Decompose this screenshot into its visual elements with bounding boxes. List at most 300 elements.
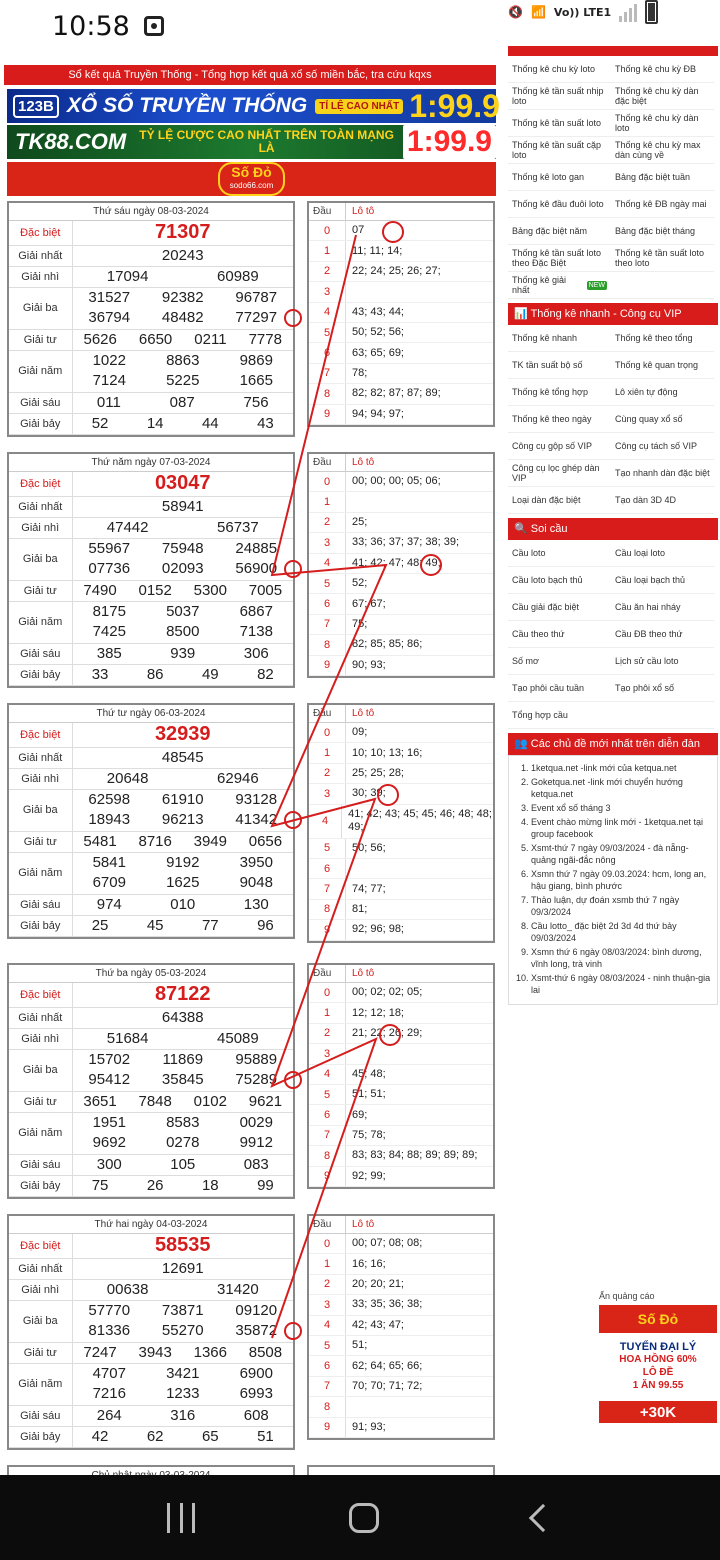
forum-topic-link[interactable]: 7. Thảo luận, dự đoán xsmb thứ 7 ngày 09/3/2024	[531, 894, 711, 918]
forum-topic-link[interactable]: 10. Xsmt-thứ 6 ngày 08/03/2024 - ninh thuận-gia lai	[531, 972, 711, 996]
loto-row	[309, 533, 493, 553]
loto-head-digit: 6	[309, 1356, 346, 1375]
loto-values: 00; 00; 00; 05; 06;	[352, 475, 441, 488]
ad-banner-123b[interactable]	[7, 87, 500, 124]
prize-number: 1951	[92, 1114, 126, 1131]
loto-row	[309, 1105, 493, 1125]
prize-number: 011	[96, 394, 121, 411]
sidebar-link[interactable]: Thống kê tần suất cặp loto	[508, 137, 611, 164]
prize-number: 51	[257, 1428, 274, 1445]
loto-row	[309, 364, 493, 384]
loto-values: 10; 10; 13; 16;	[352, 746, 423, 759]
prize-number: 96787	[235, 289, 278, 306]
prize-label: Giải bảy	[9, 1175, 72, 1196]
prize-label: Giải nhất	[9, 747, 72, 768]
loto-row	[309, 723, 493, 743]
loto-values: 20; 20; 21;	[352, 1277, 404, 1290]
loto-head-digit: 6	[309, 1105, 346, 1124]
sidebar-link[interactable]: Tạo nhanh dàn đặc biệt	[611, 460, 714, 487]
loto-values: 25; 25; 28;	[352, 766, 404, 779]
sidebar-link[interactable]	[611, 702, 714, 729]
col-header-loto: Lô tô	[352, 708, 375, 719]
prize-number: 93128	[235, 791, 278, 808]
result-date: Thứ năm ngày 07-03-2024	[9, 454, 293, 472]
loto-head-digit: 7	[309, 1126, 346, 1145]
sidebar-link[interactable]: Công cụ gộp số VIP	[508, 433, 611, 460]
prize-number: 48482	[161, 309, 204, 326]
prize-number: 25	[91, 917, 109, 934]
prize-label: Đặc biệt	[9, 723, 72, 747]
prize-number: 45089	[217, 1030, 259, 1047]
loto-values: 75;	[352, 617, 368, 630]
prize-label: Giải nhất	[9, 245, 72, 266]
loto-row	[309, 1085, 493, 1105]
prize-label: Giải nhì	[9, 1279, 72, 1300]
loto-values: 82; 85; 85; 86;	[352, 638, 423, 651]
sidebar-link[interactable]: Công cụ lọc ghép dàn VIP	[508, 460, 611, 487]
prize-number: 7247	[83, 1344, 117, 1361]
loto-head-digit: 0	[309, 1234, 346, 1253]
prize-label: Giải ba	[9, 287, 72, 329]
battery-icon	[645, 0, 658, 24]
loto-table	[307, 201, 495, 427]
loto-values: 33; 36; 37; 37; 38; 39;	[352, 536, 460, 549]
sidebar-link[interactable]: Cầu loto bạch thủ	[508, 567, 611, 594]
ad-ratio: 1:99.9	[403, 125, 496, 159]
special-prize: 71307	[72, 221, 293, 245]
loto-row	[309, 1316, 493, 1336]
prize-number: 60989	[217, 268, 259, 285]
sidebar-link[interactable]: Thống kê nhanh	[508, 325, 611, 352]
sidebar-link[interactable]: Cầu theo thứ	[508, 621, 611, 648]
sidebar-link[interactable]: Thống kê ĐB ngày mai	[611, 191, 714, 218]
loto-row	[309, 784, 493, 804]
prize-number: 62598	[88, 791, 131, 808]
loto-row	[309, 574, 493, 594]
loto-values: 00; 07; 08; 08;	[352, 1237, 423, 1250]
prize-number: 9621	[248, 1093, 283, 1110]
loto-row	[309, 635, 493, 655]
loto-head-digit: 7	[309, 364, 346, 383]
sidebar-link[interactable]: Bảng đặc biệt tuần	[611, 164, 714, 191]
prize-number: 306	[243, 645, 269, 662]
page-content	[0, 52, 720, 1475]
prize-number: 75948	[161, 540, 204, 557]
loto-head-digit: 0	[309, 723, 346, 742]
sidebar-link[interactable]: Cầu loại bạch thủ	[611, 567, 714, 594]
notification-app-icon	[144, 16, 164, 36]
loto-values: 21; 22; 26; 29;	[352, 1026, 423, 1039]
sidebar-link[interactable]: Thống kê tần suất loto theo Đặc Biệt	[508, 245, 611, 272]
prize-number: 43	[257, 415, 274, 432]
loto-row	[309, 1397, 493, 1417]
result-table	[7, 963, 295, 1199]
prize-number: 55270	[161, 1322, 204, 1339]
loto-head-digit: 7	[309, 879, 346, 898]
loto-row	[309, 920, 493, 940]
prize-label: Giải ba	[9, 1049, 72, 1091]
sidebar-link[interactable]: Thống kê chu kỳ max dàn cùng về	[611, 137, 714, 164]
back-button[interactable]	[529, 1503, 557, 1531]
col-header-loto: Lô tô	[352, 457, 375, 468]
ad-headline: XỔ SỐ TRUYỀN THỐNG	[66, 94, 308, 117]
sidebar-link[interactable]: Số mơ	[508, 648, 611, 675]
loto-row	[309, 983, 493, 1003]
loto-values: 74; 77;	[352, 882, 386, 895]
ad-banner-tk88[interactable]	[7, 125, 496, 159]
loto-head-digit: 4	[309, 805, 342, 838]
prize-label: Giải sáu	[9, 894, 72, 915]
prize-label: Giải nhì	[9, 266, 72, 287]
sidebar-link[interactable]: Thống kê tần suất loto	[508, 110, 611, 137]
loto-head-digit: 1	[309, 1003, 346, 1022]
sidebar-section-soicau	[508, 540, 718, 729]
col-header-loto: Lô tô	[352, 1219, 375, 1230]
loto-head-digit: 9	[309, 656, 346, 675]
prize-number: 9912	[239, 1134, 273, 1151]
sidebar-link[interactable]: Công cụ tách số VIP	[611, 433, 714, 460]
sidebar-link[interactable]: Thống kê giải nhất NEW	[508, 272, 611, 299]
sidebar-link[interactable]: Thống kê chu kỳ ĐB	[611, 56, 714, 83]
prize-number: 64388	[72, 1007, 293, 1028]
prize-number: 62	[146, 1428, 164, 1445]
loto-head-digit: 4	[309, 303, 346, 322]
prize-number: 11869	[162, 1051, 204, 1068]
prize-label: Giải năm	[9, 1363, 72, 1405]
loto-head-digit: 8	[309, 1146, 346, 1165]
sidebar-link[interactable]: Thống kê loto gan	[508, 164, 611, 191]
prize-label: Giải năm	[9, 601, 72, 643]
loto-head-digit: 6	[309, 594, 346, 613]
loto-row	[309, 1065, 493, 1085]
loto-row	[309, 1024, 493, 1044]
loto-values: 94; 94; 97;	[352, 407, 404, 420]
sidebar-link[interactable]: Bảng đặc biệt tháng	[611, 218, 714, 245]
prize-number: 083	[243, 1156, 269, 1173]
highlight-circle	[284, 560, 302, 578]
col-header-dau: Đầu	[309, 965, 346, 982]
loto-values: 50; 52; 56;	[352, 326, 404, 339]
loto-head-digit: 8	[309, 900, 346, 919]
sidebar-link[interactable]: Tạo phôi xổ số	[611, 675, 714, 702]
loto-row	[309, 805, 493, 839]
loto-row	[309, 1234, 493, 1254]
loto-row	[309, 859, 493, 879]
forum-list	[508, 755, 718, 1005]
loto-values: 22; 24; 25; 26; 27;	[352, 264, 441, 277]
loto-row	[309, 492, 493, 512]
prize-number: 26	[146, 1177, 164, 1194]
loto-row	[309, 513, 493, 533]
sidebar-link[interactable]: Thống kê tần suất loto theo loto	[611, 245, 714, 272]
sidebar-section-quick	[508, 325, 718, 514]
new-badge: NEW	[588, 281, 605, 289]
loto-row	[309, 1275, 493, 1295]
prize-number: 35872	[220, 1321, 293, 1341]
prize-number: 75	[91, 1177, 109, 1194]
prize-number: 7005	[248, 582, 283, 599]
prize-label: Giải ba	[9, 1300, 72, 1342]
prize-number: 31420	[217, 1281, 259, 1298]
loto-row	[309, 1126, 493, 1146]
loto-row	[309, 743, 493, 763]
loto-row	[309, 241, 493, 261]
loto-head-digit: 2	[309, 1275, 346, 1294]
col-header-loto: Lô tô	[352, 206, 375, 217]
loto-values: 16; 16;	[352, 1257, 386, 1270]
prize-label: Giải năm	[9, 350, 72, 392]
prize-number: 49	[201, 666, 219, 683]
prize-number: 6993	[239, 1385, 273, 1402]
sidebar-link[interactable]: TK tần suất bộ số	[508, 352, 611, 379]
loto-row	[309, 405, 493, 425]
prize-number: 264	[96, 1407, 122, 1424]
prize-label: Giải bảy	[9, 413, 72, 434]
prize-label: Giải tư	[9, 329, 72, 350]
recents-button[interactable]	[167, 1503, 195, 1533]
loto-row	[309, 221, 493, 241]
prize-number: 300	[96, 1156, 122, 1173]
loto-table	[307, 703, 495, 943]
prize-number: 3651	[83, 1093, 117, 1110]
ad-ratio: 1:99.9	[409, 87, 500, 124]
loto-values: 81;	[352, 902, 368, 915]
sidebar-section-vip-title	[508, 46, 718, 56]
loto-values: 69;	[352, 1108, 368, 1121]
sidebar-link[interactable]: Thống kê chu kỳ loto	[508, 56, 611, 83]
loto-head-digit: 2	[309, 513, 346, 532]
prize-label: Giải sáu	[9, 643, 72, 664]
forum-topic-link[interactable]: 4. Event chào mừng link mới - 1ketqua.net tại group facebook	[531, 816, 711, 840]
sidebar-link[interactable]: Cầu ĐB theo thứ	[611, 621, 714, 648]
prize-number: 0029	[239, 1114, 273, 1131]
sidebar-link[interactable]: Cầu loto	[508, 540, 611, 567]
loto-head-digit: 5	[309, 1085, 346, 1104]
loto-head-digit: 6	[309, 343, 346, 362]
side-ad[interactable]	[599, 1291, 717, 1423]
prize-number: 8863	[166, 352, 200, 369]
forum-topic-link[interactable]: 6. Xsmn thứ 7 ngày 09.03.2024: hcm, long an, hậu giang, bình phước	[531, 868, 711, 892]
loto-row	[309, 1377, 493, 1397]
prize-number: 77	[201, 917, 219, 934]
sidebar-link[interactable]: Thống kê chu kỳ dàn loto	[611, 110, 714, 137]
prize-label: Đặc biệt	[9, 1234, 72, 1258]
loto-head-digit: 8	[309, 635, 346, 654]
loto-row	[309, 1356, 493, 1376]
special-prize: 87122	[72, 983, 293, 1007]
sidebar-section-quick-title: 📊 Thống kê nhanh - Công cụ VIP	[508, 303, 718, 325]
home-button[interactable]	[349, 1503, 379, 1533]
prize-number: 8508	[248, 1344, 283, 1361]
prize-number: 9869	[239, 352, 273, 369]
result-table	[7, 1214, 295, 1450]
side-ad-line: LÔ ĐỀ	[642, 1367, 674, 1378]
prize-number: 7216	[92, 1385, 126, 1402]
prize-number: 6650	[138, 331, 173, 348]
loto-row	[309, 1295, 493, 1315]
prize-number: 130	[243, 896, 269, 913]
forum-topic-link[interactable]: 8. Cầu lotto_ đặc biệt 2d 3d 4d thứ bảy 09/03/2024	[531, 920, 711, 944]
loto-row	[309, 1044, 493, 1064]
loto-head-digit: 0	[309, 472, 346, 491]
loto-row	[309, 303, 493, 323]
prize-number: 57770	[88, 1302, 131, 1319]
prize-label: Đặc biệt	[9, 221, 72, 245]
loto-values: 51;	[352, 1339, 368, 1352]
loto-row	[309, 384, 493, 404]
loto-head-digit: 4	[309, 1065, 346, 1084]
prize-number: 31527	[88, 289, 131, 306]
sidebar-link[interactable]: Loại dàn đặc biệt	[508, 487, 611, 514]
loto-head-digit: 7	[309, 615, 346, 634]
loto-row	[309, 343, 493, 363]
sidebar-link[interactable]: Thống kê tần suất nhịp loto	[508, 83, 611, 110]
side-ad-bonus: +30K	[599, 1401, 717, 1423]
loto-head-digit: 3	[309, 282, 346, 301]
prize-number: 47442	[106, 519, 149, 536]
highlight-circle	[284, 1071, 302, 1089]
prize-number: 939	[170, 645, 196, 662]
prize-number: 0211	[194, 331, 227, 348]
sidebar-link[interactable]: Thống kê theo tổng	[611, 325, 714, 352]
forum-topic-link[interactable]: 2. Goketqua.net -link mới chuyển hướng ketqua.net	[531, 776, 711, 800]
sidebar	[508, 52, 718, 1005]
loto-row	[309, 472, 493, 492]
android-nav-bar	[0, 1475, 720, 1560]
sidebar-link[interactable]: Thống kê chu kỳ dàn đặc biệt	[611, 83, 714, 110]
sidebar-link[interactable]: Lô xiên tự động	[611, 379, 714, 406]
loto-values: 33; 35; 36; 38;	[352, 1298, 423, 1311]
result-date: Thứ tư ngày 06-03-2024	[9, 705, 293, 723]
loto-head-digit: 9	[309, 405, 346, 424]
sidebar-link[interactable]: Lịch sử cầu loto	[611, 648, 714, 675]
loto-head-digit: 3	[309, 533, 346, 552]
loto-head-digit: 8	[309, 1397, 346, 1416]
ad-banner-sodo[interactable]	[7, 162, 496, 196]
prize-label: Giải tư	[9, 580, 72, 601]
loto-values: 09;	[352, 726, 368, 739]
prize-number: 7490	[83, 582, 117, 599]
prize-number: 1665	[239, 372, 273, 389]
prize-number: 7124	[92, 372, 126, 389]
loto-values: 92; 96; 98;	[352, 923, 404, 936]
loto-row	[309, 1336, 493, 1356]
prize-number: 56737	[217, 519, 259, 536]
prize-number: 7138	[239, 623, 273, 640]
loto-row	[309, 594, 493, 614]
ad-logo: 123B	[13, 95, 59, 118]
prize-number: 010	[170, 896, 196, 913]
prize-number: 5626	[83, 331, 117, 348]
prize-number: 55967	[88, 540, 131, 557]
prize-label: Giải nhì	[9, 768, 72, 789]
mute-icon: 🔇	[508, 5, 523, 19]
prize-number: 6867	[239, 603, 273, 620]
forum-topic-link[interactable]: 9. Xsmn thứ 6 ngày 08/03/2024: bình dương, vĩnh long, trà vinh	[531, 946, 711, 970]
sidebar-link[interactable]: Thống kê quan trọng	[611, 352, 714, 379]
prize-number: 9048	[239, 874, 273, 891]
loto-head-digit: 2	[309, 764, 346, 783]
sidebar-link[interactable]	[611, 272, 714, 299]
loto-values: 11; 11; 14;	[352, 244, 403, 257]
sidebar-link[interactable]: Cầu giải đặc biệt	[508, 594, 611, 621]
sidebar-link[interactable]: Bảng đặc biệt năm	[508, 218, 611, 245]
loto-table	[307, 452, 495, 678]
loto-values: 70; 70; 71; 72;	[352, 1379, 423, 1392]
prize-number: 75289	[220, 1070, 293, 1090]
loto-values: 25;	[352, 515, 368, 528]
prize-number: 51684	[106, 1030, 149, 1047]
prize-number: 24885	[235, 540, 278, 557]
loto-row	[309, 764, 493, 784]
prize-label: Giải bảy	[9, 664, 72, 685]
sidebar-link[interactable]: Thống kê theo ngày	[508, 406, 611, 433]
special-prize: 32939	[72, 723, 293, 747]
prize-number: 42	[91, 1428, 109, 1445]
sidebar-link[interactable]: Tạo phôi cầu tuần	[508, 675, 611, 702]
forum-topic-link[interactable]: 1. 1ketqua.net -link mới của ketqua.net	[531, 762, 711, 774]
header-banner[interactable]: Sổ kết quả Truyền Thống - Tổng hợp kết quả xổ số miền bắc, tra cứu kqxs	[4, 65, 496, 85]
loto-row	[309, 1146, 493, 1166]
sidebar-link[interactable]: Tổng hợp cầu	[508, 702, 611, 729]
loto-values: 91; 93;	[352, 1420, 386, 1433]
loto-head-digit: 1	[309, 1254, 346, 1273]
prize-label: Giải tư	[9, 1342, 72, 1363]
sidebar-link[interactable]: Cùng quay xổ số	[611, 406, 714, 433]
prize-number: 02093	[161, 560, 204, 577]
sidebar-link[interactable]: Tạo dàn 3D 4D	[611, 487, 714, 514]
loto-values: 75; 78;	[352, 1128, 386, 1141]
loto-values: 78;	[352, 366, 368, 379]
loto-values: 30; 39;	[352, 787, 386, 800]
forum-topic-link[interactable]: 5. Xsmt-thứ 7 ngày 09/03/2024 - đà nẵng-quảng ngãi-đắc nông	[531, 842, 711, 866]
prize-label: Giải sáu	[9, 1154, 72, 1175]
loto-row	[309, 615, 493, 635]
sidebar-link[interactable]: Cầu loại loto	[611, 540, 714, 567]
prize-number: 65	[201, 1428, 219, 1445]
sidebar-section-forum-title: 👥 Các chủ đề mới nhất trên diễn đàn	[508, 733, 718, 755]
prize-number: 58941	[72, 496, 293, 517]
prize-number: 52	[91, 415, 109, 432]
prize-label: Giải bảy	[9, 915, 72, 936]
prize-number: 3950	[239, 854, 273, 871]
network-label: Vo)) LTE1	[553, 5, 612, 19]
loto-values: 52;	[352, 577, 368, 590]
prize-number: 77297	[220, 308, 293, 328]
prize-number: 6709	[92, 874, 126, 891]
loto-row	[309, 1418, 493, 1438]
loto-head-digit: 5	[309, 574, 346, 593]
sidebar-link[interactable]: Thống kê tổng hợp	[508, 379, 611, 406]
loto-row	[309, 262, 493, 282]
prize-label: Giải nhất	[9, 496, 72, 517]
prize-label: Giải ba	[9, 538, 72, 580]
prize-number: 92382	[161, 289, 204, 306]
prize-number: 86	[146, 666, 164, 683]
prize-number: 087	[169, 394, 195, 411]
side-ad-line: 1 ĂN 99.55	[632, 1380, 684, 1391]
sidebar-link[interactable]: Cầu ăn hai nháy	[611, 594, 714, 621]
forum-topic-link[interactable]: 3. Event xổ số tháng 3	[531, 802, 711, 814]
loto-head-digit: 0	[309, 221, 346, 240]
prize-label: Giải ba	[9, 789, 72, 831]
sidebar-link[interactable]: Thống kê đầu đuôi loto	[508, 191, 611, 218]
loto-head-digit: 0	[309, 983, 346, 1002]
prize-number: 20648	[106, 770, 149, 787]
prize-label: Giải tư	[9, 1091, 72, 1112]
loto-head-digit: 2	[309, 262, 346, 281]
prize-number: 81336	[88, 1322, 131, 1339]
